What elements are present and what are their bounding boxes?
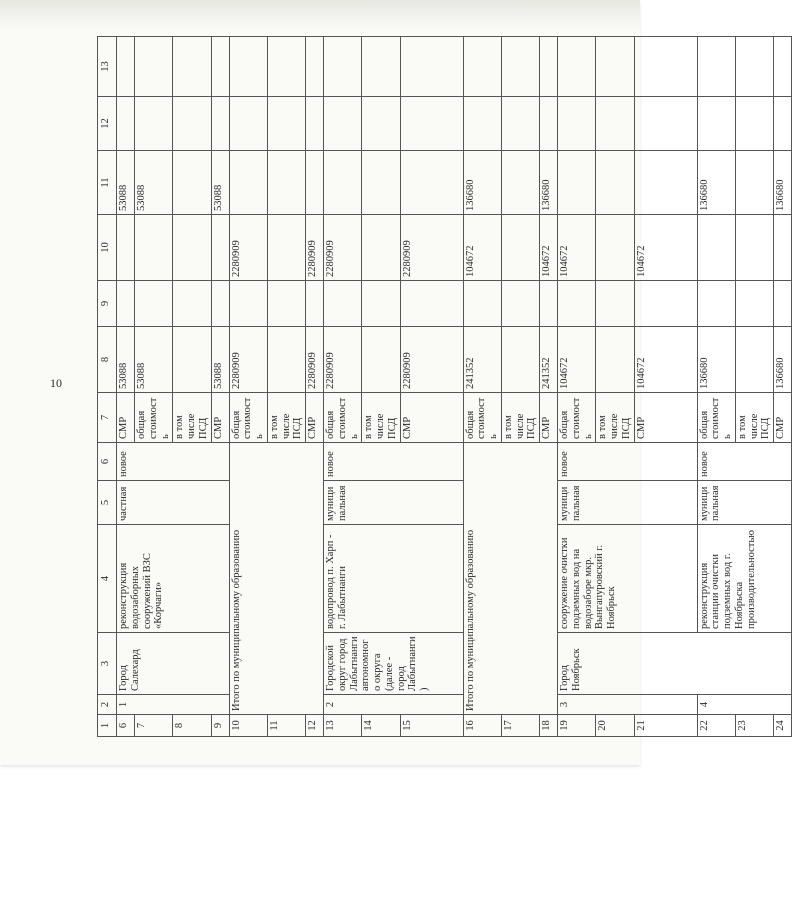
- row-number: 12: [306, 715, 324, 737]
- table-row: [229, 37, 267, 737]
- cost-type-cell: общая стоимость: [135, 393, 173, 443]
- value-col10: 2280909: [306, 215, 324, 281]
- value-col11: [501, 151, 539, 215]
- value-col12: [267, 97, 305, 151]
- value-col11: [306, 151, 324, 215]
- value-col10: [267, 215, 305, 281]
- value-col13: [400, 37, 463, 97]
- value-col12: [400, 97, 463, 151]
- value-col9: [117, 281, 135, 327]
- value-col8: [362, 327, 400, 393]
- municipality-cell: Город Салехард: [117, 633, 230, 695]
- value-col10: [501, 215, 539, 281]
- page-number: 10: [50, 376, 62, 390]
- row-number: 7: [135, 715, 173, 737]
- header-cell: 9: [98, 281, 117, 327]
- value-col11: [400, 151, 463, 215]
- object-name-cell: реконструкция станции очистки подземных вод г. Ноябрьска производительностью: [697, 525, 792, 633]
- row-number: 8: [173, 715, 211, 737]
- value-col12: [362, 97, 400, 151]
- header-cell: 1: [98, 715, 117, 737]
- value-col12: [117, 97, 135, 151]
- header-cell: 7: [98, 393, 117, 443]
- value-col13: [774, 37, 792, 97]
- object-number: 4: [697, 695, 792, 715]
- value-col9: [558, 281, 596, 327]
- cost-type-cell: СМР: [774, 393, 792, 443]
- object-number: 2: [324, 695, 464, 715]
- header-cell: 11: [98, 151, 117, 215]
- row-number: 20: [596, 715, 634, 737]
- value-col8: 53088: [117, 327, 135, 393]
- value-col9: [267, 281, 305, 327]
- cost-type-cell: в том числе ПСД: [501, 393, 539, 443]
- ownership-cell: муниципальная: [324, 481, 464, 525]
- construction-type-cell: новое: [324, 443, 464, 481]
- value-col9: [229, 281, 267, 327]
- value-col12: [229, 97, 267, 151]
- value-col10: 2280909: [229, 215, 267, 281]
- value-col11: 136680: [540, 151, 558, 215]
- value-col13: [267, 37, 305, 97]
- row-number: 9: [211, 715, 229, 737]
- value-col10: 104672: [463, 215, 501, 281]
- table-row: [558, 37, 596, 737]
- value-col9: [774, 281, 792, 327]
- cost-type-cell: в том числе ПСД: [735, 393, 773, 443]
- municipality-cell: Город Ноябрьск: [558, 633, 792, 695]
- value-col13: [558, 37, 596, 97]
- table-row: [463, 37, 501, 737]
- value-col12: [774, 97, 792, 151]
- value-col12: [634, 97, 697, 151]
- value-col10: [211, 215, 229, 281]
- value-col12: [306, 97, 324, 151]
- value-col11: [173, 151, 211, 215]
- value-col10: [173, 215, 211, 281]
- cost-type-cell: в том числе ПСД: [362, 393, 400, 443]
- value-col10: [774, 215, 792, 281]
- value-col9: [501, 281, 539, 327]
- value-col11: [324, 151, 362, 215]
- value-col13: [324, 37, 362, 97]
- row-number: 19: [558, 715, 596, 737]
- row-number: 14: [362, 715, 400, 737]
- value-col8: [501, 327, 539, 393]
- row-number: 24: [774, 715, 792, 737]
- value-col9: [324, 281, 362, 327]
- cost-type-cell: СМР: [117, 393, 135, 443]
- value-col10: 2280909: [400, 215, 463, 281]
- value-col8: [173, 327, 211, 393]
- value-col10: 104672: [558, 215, 596, 281]
- value-col8: 241352: [463, 327, 501, 393]
- cost-type-cell: СМР: [634, 393, 697, 443]
- cost-type-cell: СМР: [540, 393, 558, 443]
- subtotal-label: Итого по муниципальному образованию: [229, 443, 324, 715]
- table-row: [117, 37, 135, 737]
- value-col13: [229, 37, 267, 97]
- table-header-row: [98, 37, 117, 737]
- value-col10: [135, 215, 173, 281]
- row-number: 22: [697, 715, 735, 737]
- value-col13: [306, 37, 324, 97]
- value-col9: [540, 281, 558, 327]
- row-number: 13: [324, 715, 362, 737]
- value-col11: 136680: [697, 151, 735, 215]
- value-col11: [229, 151, 267, 215]
- row-number: 23: [735, 715, 773, 737]
- value-col11: [362, 151, 400, 215]
- header-cell: 10: [98, 215, 117, 281]
- value-col8: 136680: [697, 327, 735, 393]
- value-col12: [324, 97, 362, 151]
- value-col13: [173, 37, 211, 97]
- value-col13: [634, 37, 697, 97]
- value-col12: [596, 97, 634, 151]
- value-col12: [501, 97, 539, 151]
- cost-type-cell: общая стоимость: [324, 393, 362, 443]
- value-col10: [596, 215, 634, 281]
- value-col13: [540, 37, 558, 97]
- object-name-cell: сооружение очистки подземных вод на водозаборе мкр. Вынгапуровский г. Ноябрьск: [558, 525, 698, 633]
- value-col8: 104672: [634, 327, 697, 393]
- construction-type-cell: новое: [117, 443, 230, 481]
- header-cell: 5: [98, 481, 117, 525]
- header-cell: 12: [98, 97, 117, 151]
- rotated-table-wrapper: [97, 37, 786, 737]
- value-col11: [558, 151, 596, 215]
- value-col12: [211, 97, 229, 151]
- value-col9: [735, 281, 773, 327]
- value-col11: [267, 151, 305, 215]
- value-col10: [117, 215, 135, 281]
- value-col12: [558, 97, 596, 151]
- value-col9: [362, 281, 400, 327]
- value-col13: [362, 37, 400, 97]
- value-col9: [135, 281, 173, 327]
- value-col9: [463, 281, 501, 327]
- ownership-cell: муниципальная: [558, 481, 698, 525]
- value-col11: 53088: [135, 151, 173, 215]
- value-col13: [697, 37, 735, 97]
- value-col9: [634, 281, 697, 327]
- value-col9: [697, 281, 735, 327]
- header-cell: 13: [98, 37, 117, 97]
- construction-type-cell: новое: [697, 443, 792, 481]
- header-cell: 4: [98, 525, 117, 633]
- cost-type-cell: общая стоимость: [229, 393, 267, 443]
- value-col8: 104672: [558, 327, 596, 393]
- value-col13: [596, 37, 634, 97]
- value-col8: [267, 327, 305, 393]
- value-col13: [501, 37, 539, 97]
- value-col12: [540, 97, 558, 151]
- value-col9: [306, 281, 324, 327]
- value-col8: [735, 327, 773, 393]
- table-row: [697, 37, 735, 737]
- row-number: 17: [501, 715, 539, 737]
- cost-type-cell: в том числе ПСД: [173, 393, 211, 443]
- value-col9: [596, 281, 634, 327]
- construction-type-cell: новое: [558, 443, 698, 481]
- value-col13: [735, 37, 773, 97]
- header-cell: 3: [98, 633, 117, 695]
- value-col8: 241352: [540, 327, 558, 393]
- value-col8: 2280909: [306, 327, 324, 393]
- value-col13: [117, 37, 135, 97]
- value-col12: [463, 97, 501, 151]
- value-col10: 104672: [540, 215, 558, 281]
- object-number: 1: [117, 695, 230, 715]
- value-col9: [173, 281, 211, 327]
- cost-type-cell: общая стоимость: [463, 393, 501, 443]
- subtotal-label: Итого по муниципальному образованию: [463, 443, 558, 715]
- header-cell: 8: [98, 327, 117, 393]
- investment-table: [97, 36, 792, 737]
- value-col12: [735, 97, 773, 151]
- value-col12: [697, 97, 735, 151]
- header-cell: 6: [98, 443, 117, 481]
- scan-top-edge: [0, 0, 640, 30]
- value-col11: [596, 151, 634, 215]
- value-col8: 2280909: [400, 327, 463, 393]
- header-cell: 2: [98, 695, 117, 715]
- row-number: 16: [463, 715, 501, 737]
- value-col11: 53088: [211, 151, 229, 215]
- cost-type-cell: общая стоимость: [697, 393, 735, 443]
- cost-type-cell: СМР: [306, 393, 324, 443]
- municipality-cell: Городской округ город Лабытнанги автономного округа (далее - город Лабытнанги): [324, 633, 464, 695]
- object-number: 3: [558, 695, 698, 715]
- value-col9: [211, 281, 229, 327]
- value-col8: 2280909: [229, 327, 267, 393]
- value-col10: [697, 215, 735, 281]
- value-col10: 104672: [634, 215, 697, 281]
- value-col8: 136680: [774, 327, 792, 393]
- ownership-cell: муниципальная: [697, 481, 792, 525]
- row-number: 6: [117, 715, 135, 737]
- value-col11: [735, 151, 773, 215]
- value-col9: [400, 281, 463, 327]
- cost-type-cell: в том числе ПСД: [596, 393, 634, 443]
- value-col10: [362, 215, 400, 281]
- row-number: 18: [540, 715, 558, 737]
- cost-type-cell: СМР: [400, 393, 463, 443]
- value-col8: [596, 327, 634, 393]
- value-col8: 2280909: [324, 327, 362, 393]
- row-number: 21: [634, 715, 697, 737]
- cost-type-cell: общая стоимость: [558, 393, 596, 443]
- row-number: 10: [229, 715, 267, 737]
- row-number: 15: [400, 715, 463, 737]
- value-col12: [173, 97, 211, 151]
- cost-type-cell: в том числе ПСД: [267, 393, 305, 443]
- value-col8: 53088: [211, 327, 229, 393]
- object-name-cell: реконструкция водозаборных сооружений ВЗС «Корчаги»: [117, 525, 230, 633]
- value-col13: [211, 37, 229, 97]
- value-col11: 53088: [117, 151, 135, 215]
- value-col11: 136680: [463, 151, 501, 215]
- table-row: [324, 37, 362, 737]
- value-col8: 53088: [135, 327, 173, 393]
- value-col10: 2280909: [324, 215, 362, 281]
- value-col13: [463, 37, 501, 97]
- value-col12: [135, 97, 173, 151]
- object-name-cell: водопровод п. Харп - г. Лабытнанги: [324, 525, 464, 633]
- value-col13: [135, 37, 173, 97]
- row-number: 11: [267, 715, 305, 737]
- cost-type-cell: СМР: [211, 393, 229, 443]
- value-col11: [634, 151, 697, 215]
- value-col11: 136680: [774, 151, 792, 215]
- ownership-cell: частная: [117, 481, 230, 525]
- value-col10: [735, 215, 773, 281]
